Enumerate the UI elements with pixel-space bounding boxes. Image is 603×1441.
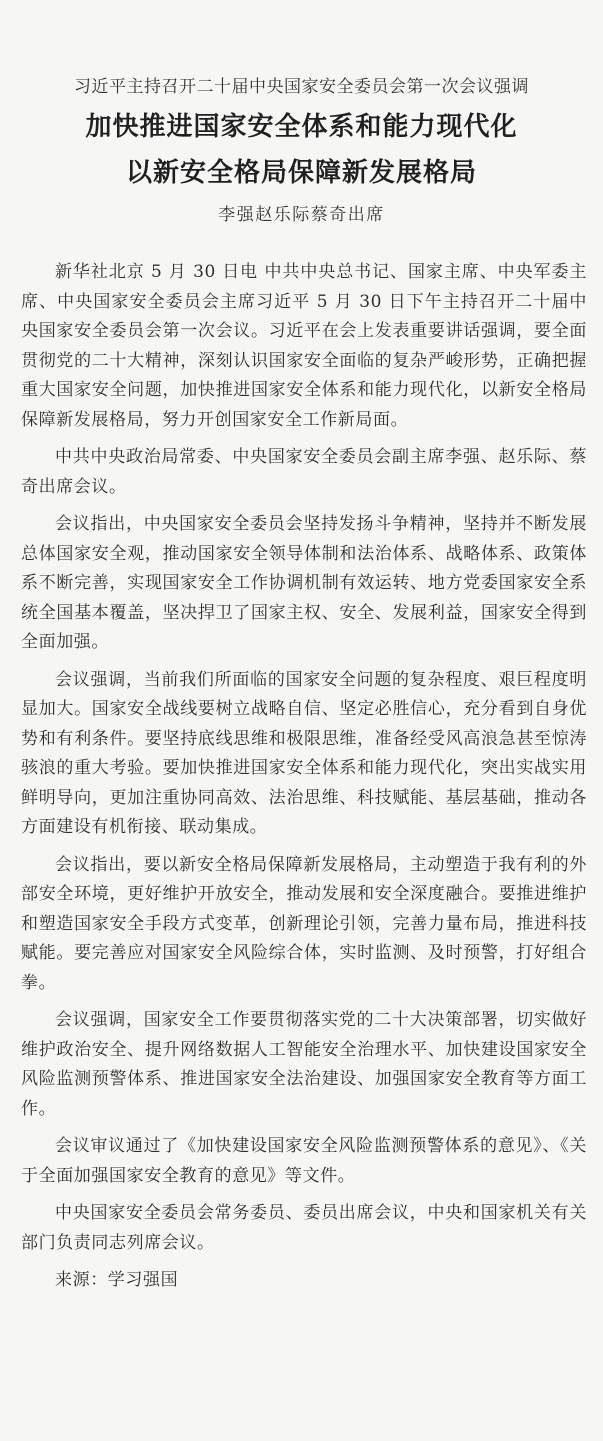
paragraph: 会议指出，要以新安全格局保障新发展格局，主动塑造于我有利的外部安全环境，更好维护开放安全，推动发展和安全深度融合。要推进维护和塑造国家安全手段方式变革，创新理论引领，完善力量布局，推进科技赋能。要完善应对国家安全风险综合体，实时监测、及时预警，打好组合拳。 xyxy=(21,854,587,993)
paragraph: 会议强调，当前我们所面临的国家安全问题的复杂程度、艰巨程度明显加大。国家安全战线要树立战略自信、坚定必胜信心，充分看到自身优势和有利条件。要坚持底线思维和极限思维，准备经受风高浪急甚至惊涛骇浪的重大考验。要加快推进国家安全体系和能力现代化，突出实战实用鲜明导向，更加注重协同高效、法治思维、科技赋能、基层基础，推动各方面建设有机衔接、联动集成。 xyxy=(21,669,587,837)
article-subhead: 李强赵乐际蔡奇出席 xyxy=(218,205,385,225)
article-headline-line-2: 以新安全格局保障新发展格局 xyxy=(125,158,477,188)
paragraph: 会议指出，中央国家安全委员会坚持发扬斗争精神，坚持并不断发展总体国家安全观，推动国家安全领导体制和法治体系、战略体系、政策体系不断完善，实现国家安全工作协调机制有效运转、地方党委国家安全系统全国基本覆盖，坚决捍卫了国家主权、安全、发展利益，国家安全得到全面加强。 xyxy=(21,514,587,652)
article-body xyxy=(21,258,587,1296)
article-source: 来源：学习强国 xyxy=(55,1270,179,1290)
paragraph: 会议审议通过了《加快建设国家安全风险监测预警体系的意见》、《关于全面加强国家安全教育的意见》等文件。 xyxy=(21,1136,587,1186)
paragraph: 会议强调，国家安全工作要贯彻落实党的二十大决策部署，切实做好维护政治安全、提升网络数据人工智能安全治理水平、加快建设国家安全风险监测预警体系、推进国家安全法治建设、加强国家安全教育等方面工作。 xyxy=(21,1010,587,1119)
paragraph: 中央国家安全委员会常务委员、委员出席会议，中央和国家机关有关部门负责同志列席会议。 xyxy=(21,1203,587,1253)
paragraph: 新华社北京 5 月 30 日电 中共中央总书记、国家主席、中央军委主席、中央国家安全委员会主席习近平 5 月 30 日下午主持召开二十届中央国家安全委员会第一次会议。习近平在会上发表重要讲话强调，要全面贯彻党的二十大精神，深刻认识国家安全面临的复杂严峻形势，正确把握重大国家安全问题，加快推进国家安全体系和能力现代化，以新安全格局保障新发展格局，努力开创国家安全工作新局面。 xyxy=(21,262,587,430)
article-headline-line-1: 加快推进国家安全体系和能力现代化 xyxy=(85,112,518,142)
paragraph: 中共中央政治局常委、中央国家安全委员会副主席李强、赵乐际、蔡奇出席会议。 xyxy=(21,447,587,497)
article-kicker: 习近平主持召开二十届中央国家安全委员会第一次会议强调 xyxy=(74,77,529,97)
